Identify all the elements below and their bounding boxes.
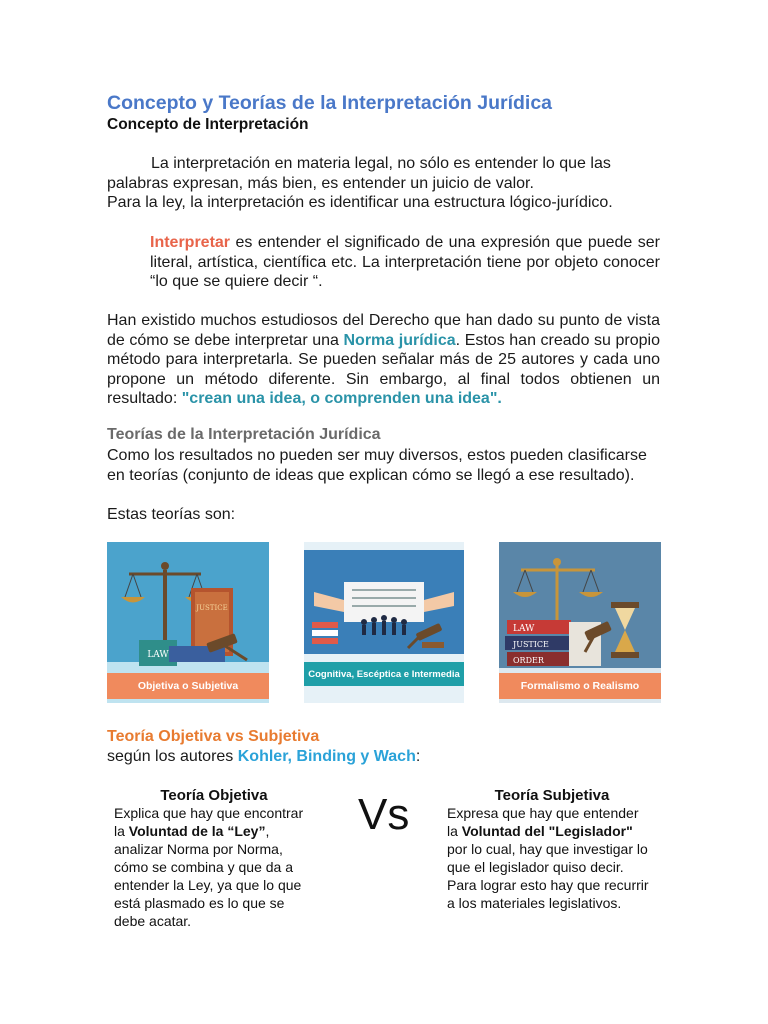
authors-line bbox=[107, 748, 420, 766]
column-text-pre: la bbox=[114, 823, 129, 839]
page-title: Concepto y Teorías de la Interpretación Jurídica bbox=[107, 92, 553, 114]
authors-suffix: : bbox=[415, 748, 421, 765]
voluntad-ley: Voluntad de la “Ley” bbox=[128, 823, 266, 839]
card-label: Cognitiva, Escéptica e Intermedia bbox=[308, 669, 460, 680]
card-label: Formalismo o Realismo bbox=[499, 673, 661, 699]
column-rest: por lo cual, hay que investigar lo que el legislador quiso decir. Para lograr esto hay que recurrir a los materiales legislativos. bbox=[447, 841, 649, 911]
card-cognitiva-esceptica bbox=[304, 542, 464, 703]
paragraph-line: Para la ley, la interpretación es identificar una estructura lógico-jurídico. bbox=[107, 194, 613, 211]
column-line: Explica que hay que encontrar bbox=[114, 805, 304, 821]
paragraph-text: . Estos han creado su propio método para interpretarla. Se pueden señalar más de 25 autores y cada uno propone un método diferente. Sin embargo, al final todos obtienen un resultado: bbox=[107, 331, 661, 407]
card-formalismo-realismo bbox=[499, 542, 661, 703]
highlight-norma-juridica: Norma jurídica bbox=[343, 331, 456, 349]
paragraph-text: es entender el significado de una expresión que puede ser literal, artística, científica etc. La interpretación tiene por objeto conocer “lo que se quiere decir “. bbox=[150, 234, 660, 290]
paragraph-definition bbox=[107, 154, 637, 213]
book-title-order: ORDER bbox=[513, 656, 544, 665]
authors-prefix: según los autores bbox=[107, 748, 238, 765]
card-label: Objetiva o Subjetiva bbox=[107, 673, 269, 699]
column-title: Teoría Subjetiva bbox=[494, 787, 610, 804]
paragraph-teorias: Como los resultados no pueden ser muy diversos, estos pueden clasificarse en teorías (conjunto de ideas que explican cómo se llegó a ese resultado). bbox=[107, 447, 647, 484]
book-title-justice: JUSTICE bbox=[196, 604, 228, 612]
versus-label: Vs bbox=[358, 790, 410, 839]
paragraph-interpretar bbox=[150, 233, 660, 292]
section-subtitle: Concepto de Interpretación bbox=[107, 116, 309, 133]
column-text-post: , bbox=[265, 823, 270, 839]
column-title: Teoría Objetiva bbox=[160, 787, 268, 804]
voluntad-legislador: Voluntad del "Legislador" bbox=[461, 823, 633, 839]
column-rest: analizar Norma por Norma, cómo se combina y que da a entender la Ley, ya que lo que está plasmado es lo que se debe acatar. bbox=[114, 841, 302, 929]
paragraph-intro: Estas teorías son: bbox=[107, 506, 236, 523]
column-teoria-objetiva bbox=[114, 787, 314, 930]
authors-names: Kohler, Binding y Wach bbox=[237, 748, 416, 765]
book-title-law: LAW bbox=[513, 624, 535, 634]
section-heading-objetiva-vs-subjetiva: Teoría Objetiva vs Subjetiva bbox=[107, 728, 320, 745]
paragraph-estudiosos bbox=[107, 311, 660, 409]
column-line: Expresa que hay que entender bbox=[447, 805, 639, 821]
column-teoria-subjetiva bbox=[447, 787, 657, 912]
paragraph-text: Han existido muchos estudiosos del Derecho que han dado su punto de vista de cómo se debe interpretar una bbox=[107, 312, 660, 349]
highlight-interpretar: Interpretar bbox=[150, 234, 231, 251]
card-objetiva-subjetiva bbox=[107, 542, 269, 703]
column-text-pre: la bbox=[447, 823, 462, 839]
highlight-quote: "crean una idea, o comprenden una idea". bbox=[181, 390, 502, 407]
column-text bbox=[114, 804, 314, 930]
paragraph-line: La interpretación en materia legal, no sólo es entender lo que las palabras expresan, más bien, es entender un juicio de valor. bbox=[107, 155, 611, 192]
book-title-justice: JUSTICE bbox=[513, 640, 549, 649]
section-heading-teorias: Teorías de la Interpretación Jurídica bbox=[107, 426, 381, 443]
book-title-law: LAW bbox=[147, 650, 169, 660]
column-text bbox=[447, 804, 657, 912]
